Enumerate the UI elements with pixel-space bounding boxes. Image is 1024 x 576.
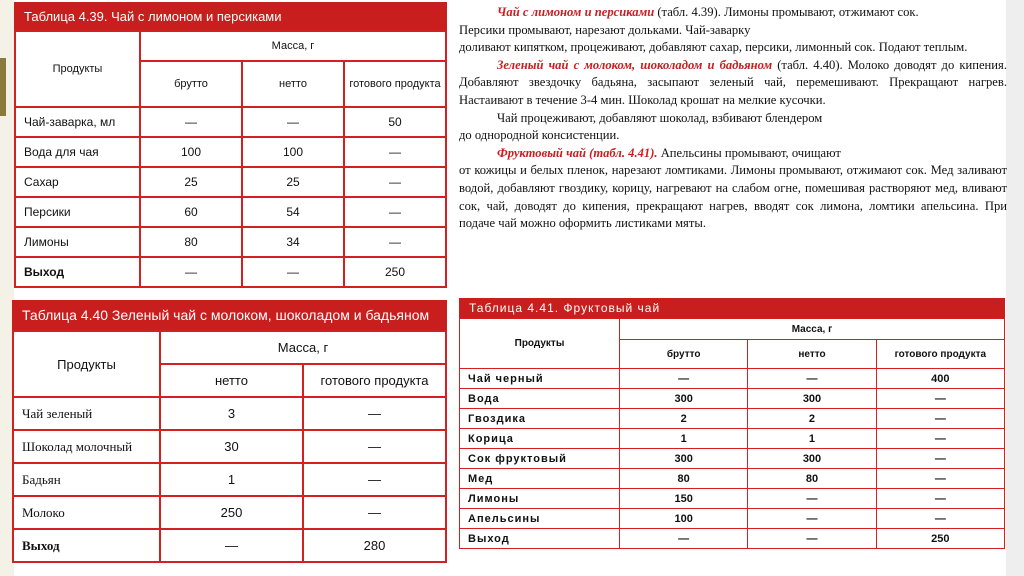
row-value-ready: 50 xyxy=(344,107,446,137)
table-row xyxy=(460,509,1005,529)
table-row xyxy=(460,529,1005,549)
row-value-net: 300 xyxy=(748,449,876,469)
row-value-gross: 300 xyxy=(620,449,748,469)
row-product-name: Апельсины xyxy=(460,509,620,529)
row-value-net: — xyxy=(748,509,876,529)
row-value-gross: — xyxy=(140,107,242,137)
header-ready: готового продукта xyxy=(876,340,1004,369)
header-net: нетто xyxy=(748,340,876,369)
header-products: Продукты xyxy=(460,319,620,369)
header-net: нетто xyxy=(242,61,344,107)
header-ready: готового продукта xyxy=(344,61,446,107)
table-title: Таблица 4.40 Зеленый чай с молоком, шоколадом и бадьяном xyxy=(12,300,447,330)
table-row xyxy=(15,227,446,257)
row-value-ready: — xyxy=(876,469,1004,489)
row-value-net: — xyxy=(748,529,876,549)
paragraph-text: (табл. 4.40). Молоко доводят до кипения. Добавляют звездочку бадьяна, засыпают зеленый чай, перемешивают. Прекращают нагрев. Настаивают в течение 3-4 мин. Шоколад крошат на мелкие кусочки. xyxy=(459,57,1007,107)
row-value-gross: 300 xyxy=(620,389,748,409)
row-value-gross: 25 xyxy=(140,167,242,197)
header-products: Продукты xyxy=(13,331,160,397)
recipe-title: Зеленый чай с молоком, шоколадом и бадьяном xyxy=(497,57,773,72)
row-value-net: — xyxy=(748,489,876,509)
row-value-ready: — xyxy=(303,463,446,496)
row-value-net: — xyxy=(242,107,344,137)
row-value-net: — xyxy=(242,257,344,287)
table-4-39 xyxy=(14,2,447,288)
row-product-name: Сахар xyxy=(15,167,140,197)
row-product-name: Персики xyxy=(15,197,140,227)
recipe-text xyxy=(459,4,1007,233)
paragraph-text: до однородной консистенции. xyxy=(459,128,620,143)
row-product-name: Мед xyxy=(460,469,620,489)
table-row xyxy=(15,197,446,227)
row-value-net: 54 xyxy=(242,197,344,227)
row-value-ready: — xyxy=(344,197,446,227)
paragraph-text: Чай процеживают, добавляют шоколад, взбивают блендером xyxy=(497,110,823,125)
table-row xyxy=(15,107,446,137)
header-net: нетто xyxy=(160,364,303,397)
row-product-name: Лимоны xyxy=(15,227,140,257)
row-product-name: Вода для чая xyxy=(15,137,140,167)
row-value-net: 100 xyxy=(242,137,344,167)
row-value-gross: 2 xyxy=(620,409,748,429)
table-row xyxy=(460,449,1005,469)
row-product-name: Бадьян xyxy=(13,463,160,496)
header-gross: брутто xyxy=(620,340,748,369)
row-value-gross: — xyxy=(620,529,748,549)
row-product-name: Корица xyxy=(460,429,620,449)
table-title: Таблица 4.39. Чай с лимоном и персиками xyxy=(14,2,447,30)
row-value-net: 2 xyxy=(748,409,876,429)
row-value-net: 25 xyxy=(242,167,344,197)
row-value-gross: 1 xyxy=(620,429,748,449)
table-row xyxy=(460,369,1005,389)
table-row xyxy=(460,469,1005,489)
row-value-ready: — xyxy=(303,430,446,463)
table-row xyxy=(460,389,1005,409)
row-value-gross: 60 xyxy=(140,197,242,227)
header-mass: Масса, г xyxy=(620,319,1005,340)
paragraph-green-tea xyxy=(459,57,1007,110)
row-value-ready: 400 xyxy=(876,369,1004,389)
row-value-net: — xyxy=(748,369,876,389)
header-ready: готового продукта xyxy=(303,364,446,397)
row-value-ready: — xyxy=(876,389,1004,409)
row-product-name: Вода xyxy=(460,389,620,409)
slide-right-margin xyxy=(1006,0,1024,576)
row-value-ready: — xyxy=(344,167,446,197)
row-value-net: 30 xyxy=(160,430,303,463)
row-value-net: 1 xyxy=(748,429,876,449)
row-value-gross: — xyxy=(620,369,748,389)
row-value-net: 250 xyxy=(160,496,303,529)
table-row xyxy=(13,529,446,562)
row-product-name: Молоко xyxy=(13,496,160,529)
row-product-name: Чай-заварка, мл xyxy=(15,107,140,137)
row-value-ready: — xyxy=(876,489,1004,509)
row-value-gross: — xyxy=(140,257,242,287)
row-value-net: 300 xyxy=(748,389,876,409)
row-product-name: Гвоздика xyxy=(460,409,620,429)
row-product-name: Выход xyxy=(13,529,160,562)
table-row xyxy=(15,167,446,197)
ingredients-table xyxy=(459,318,1005,549)
row-product-name: Лимоны xyxy=(460,489,620,509)
row-value-ready: 250 xyxy=(344,257,446,287)
table-row xyxy=(460,409,1005,429)
table-row xyxy=(15,257,446,287)
header-gross: брутто xyxy=(140,61,242,107)
paragraph-lemon-peach xyxy=(459,4,1007,22)
row-value-net: 80 xyxy=(748,469,876,489)
paragraph-text: от кожицы и белых пленок, нарезают ломтиками. Лимоны промывают, отжимают сок. Мед заливают водой, добавляют гвоздику, корицу, нагревают на слабом огне, помешивая растворяют мед, вливают сок, чай, доводят до кипения, прекращают нагрев, вводят сок лимона, ломтики апельсина. При подаче чай можно оформить листиками мяты. xyxy=(459,163,1007,231)
table-row xyxy=(460,489,1005,509)
recipe-title: Чай с лимоном и персиками xyxy=(497,5,655,19)
ingredients-table xyxy=(14,30,447,288)
row-value-ready: — xyxy=(344,227,446,257)
row-value-gross: 150 xyxy=(620,489,748,509)
table-row xyxy=(13,430,446,463)
row-value-ready: 250 xyxy=(876,529,1004,549)
paragraph-text: доливают кипятком, процеживают, добавляют сахар, персики, лимонный сок. Подают теплым. xyxy=(459,40,968,55)
paragraph-fruit-tea xyxy=(459,145,1007,163)
header-mass: Масса, г xyxy=(140,31,446,61)
header-products: Продукты xyxy=(15,31,140,107)
table-row xyxy=(13,496,446,529)
row-value-net: 1 xyxy=(160,463,303,496)
row-value-ready: — xyxy=(344,137,446,167)
row-product-name: Чай черный xyxy=(460,369,620,389)
header-mass: Масса, г xyxy=(160,331,446,364)
row-product-name: Выход xyxy=(460,529,620,549)
row-product-name: Выход xyxy=(15,257,140,287)
row-product-name: Шоколад молочный xyxy=(13,430,160,463)
row-value-gross: 100 xyxy=(140,137,242,167)
row-product-name: Сок фруктовый xyxy=(460,449,620,469)
recipe-title: Фруктовый чай (табл. 4.41). xyxy=(497,145,658,160)
row-value-net: 3 xyxy=(160,397,303,430)
table-row xyxy=(15,137,446,167)
row-value-gross: 80 xyxy=(620,469,748,489)
row-value-ready: — xyxy=(303,496,446,529)
row-value-gross: 80 xyxy=(140,227,242,257)
row-value-ready: 280 xyxy=(303,529,446,562)
table-4-41 xyxy=(459,298,1005,549)
row-value-ready: — xyxy=(876,429,1004,449)
row-value-ready: — xyxy=(876,409,1004,429)
row-value-net: — xyxy=(160,529,303,562)
row-value-ready: — xyxy=(876,449,1004,469)
paragraph-text: (табл. 4.39). Лимоны промывают, отжимают сок. xyxy=(654,5,919,19)
row-value-gross: 100 xyxy=(620,509,748,529)
row-value-ready: — xyxy=(876,509,1004,529)
paragraph-text: Апельсины промывают, очищают xyxy=(657,145,841,160)
table-title: Таблица 4.41. Фруктовый чай xyxy=(459,298,1005,318)
row-value-net: 34 xyxy=(242,227,344,257)
table-row xyxy=(460,429,1005,449)
ingredients-table xyxy=(12,330,447,563)
row-product-name: Чай зеленый xyxy=(13,397,160,430)
table-4-40 xyxy=(12,300,447,563)
row-value-ready: — xyxy=(303,397,446,430)
slide-accent-bar xyxy=(0,58,6,116)
paragraph-text: Персики промывают, нарезают дольками. Чай-заварку xyxy=(459,22,751,37)
table-row xyxy=(13,463,446,496)
table-row xyxy=(13,397,446,430)
